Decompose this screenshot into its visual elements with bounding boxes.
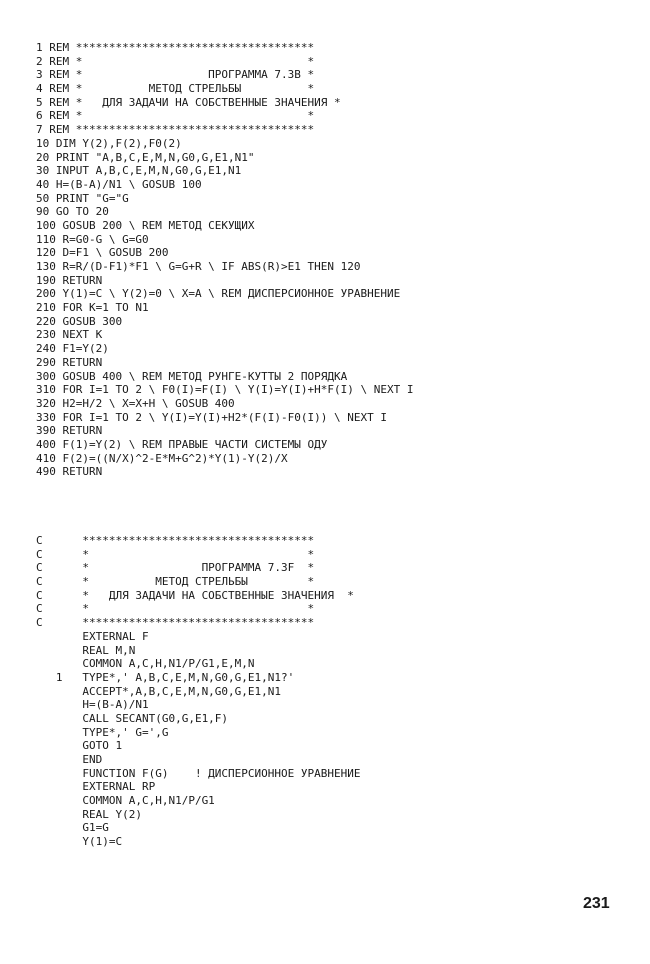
basic-program-listing — [36, 41, 414, 479]
code-line: 1 TYPE*,' A,B,C,E,M,N,G0,G,E1,N1?' — [36, 670, 295, 684]
code-line: C *********************************** — [36, 534, 315, 547]
code-line: 50 PRINT "G="G — [36, 191, 129, 205]
code-line: 7 REM ************************************ — [36, 123, 315, 137]
code-line: 90 GO TO 20 — [36, 205, 109, 219]
code-line: EXTERNAL RP — [36, 780, 156, 794]
code-line: FUNCTION F(G) ! ДИСПЕРСИОННОЕ УРАВНЕНИЕ — [36, 766, 361, 780]
code-line: 230 NEXT K — [36, 328, 103, 342]
code-line: 5 REM * ДЛЯ ЗАДАЧИ НА СОБСТВЕННЫЕ ЗНАЧЕНИЯ * — [36, 95, 341, 109]
code-line: C *********************************** — [36, 616, 315, 630]
code-line: EXTERNAL F — [36, 629, 149, 643]
code-line: TYPE*,' G=',G — [36, 725, 169, 739]
code-line: 240 F1=Y(2) — [36, 342, 109, 356]
code-line: COMMON A,C,H,N1/P/G1,E,M,N — [36, 657, 255, 671]
code-line: CALL SECANT(G0,G,E1,F) — [36, 711, 229, 725]
page-number: 231 — [583, 895, 610, 912]
code-line: 100 GOSUB 200 \ REM МЕТОД СЕКУЩИХ — [36, 218, 255, 232]
code-line: G1=G — [36, 821, 109, 835]
code-line: 1 REM ************************************ — [36, 41, 315, 54]
code-line: 320 H2=H/2 \ X=X+H \ GOSUB 400 — [36, 396, 235, 410]
code-line: C * * — [36, 602, 315, 616]
code-line: GOTO 1 — [36, 739, 123, 753]
code-line: 310 FOR I=1 TO 2 \ F0(I)=F(I) \ Y(I)=Y(I)+H*F(I) \ NEXT I — [36, 383, 414, 397]
code-line: REAL M,N — [36, 643, 136, 657]
code-line: 110 R=G0-G \ G=G0 — [36, 232, 149, 246]
code-line: 200 Y(1)=C \ Y(2)=0 \ X=A \ REM ДИСПЕРСИОННОЕ УРАВНЕНИЕ — [36, 287, 401, 301]
code-line: 400 F(1)=Y(2) \ REM ПРАВЫЕ ЧАСТИ СИСТЕМЫ ОДУ — [36, 437, 328, 451]
code-line: 10 DIM Y(2),F(2),F0(2) — [36, 136, 182, 150]
fortran-program-listing — [36, 534, 361, 849]
code-line: 300 GOSUB 400 \ REM МЕТОД РУНГЕ-КУТТЫ 2 ПОРЯДКА — [36, 369, 348, 383]
code-line: 2 REM * * — [36, 54, 315, 68]
code-line: C * МЕТОД СТРЕЛЬБЫ * — [36, 575, 315, 589]
code-line: 30 INPUT A,B,C,E,M,N,G0,G,E1,N1 — [36, 164, 242, 178]
code-line: ACCEPT*,A,B,C,E,M,N,G0,G,E1,N1 — [36, 684, 282, 698]
code-line: 6 REM * * — [36, 109, 315, 123]
code-line: 130 R=R/(D-F1)*F1 \ G=G+R \ IF ABS(R)>E1 THEN 120 — [36, 260, 361, 273]
code-line: C * ПРОГРАММА 7.3F * — [36, 561, 315, 575]
code-line: Y(1)=C — [36, 835, 123, 849]
code-line: 390 RETURN — [36, 424, 103, 438]
code-line: 120 D=F1 \ GOSUB 200 — [36, 246, 169, 260]
code-line: END — [36, 753, 103, 766]
code-line: 410 F(2)=((N/X)^2-E*M+G^2)*Y(1)-Y(2)/X — [36, 451, 288, 465]
code-line: 190 RETURN — [36, 273, 103, 287]
code-line: COMMON A,C,H,N1/P/G1 — [36, 794, 215, 808]
code-line: REAL Y(2) — [36, 807, 142, 821]
code-line: 4 REM * МЕТОД СТРЕЛЬБЫ * — [36, 82, 315, 96]
code-line: 490 RETURN — [36, 465, 103, 479]
code-line: C * * — [36, 547, 315, 561]
code-line: 290 RETURN — [36, 355, 103, 369]
code-line: 40 H=(B-A)/N1 \ GOSUB 100 — [36, 177, 202, 191]
code-line: 220 GOSUB 300 — [36, 314, 123, 328]
code-line: 330 FOR I=1 TO 2 \ Y(I)=Y(I)+H2*(F(I)-F0(I)) \ NEXT I — [36, 410, 387, 424]
code-line: C * ДЛЯ ЗАДАЧИ НА СОБСТВЕННЫЕ ЗНАЧЕНИЯ * — [36, 588, 354, 602]
code-line: 20 PRINT "A,B,C,E,M,N,G0,G,E1,N1" — [36, 150, 255, 164]
code-line: 3 REM * ПРОГРАММА 7.3B * — [36, 68, 315, 82]
code-line: 210 FOR K=1 TO N1 — [36, 301, 149, 315]
code-line: H=(B-A)/N1 — [36, 698, 149, 712]
